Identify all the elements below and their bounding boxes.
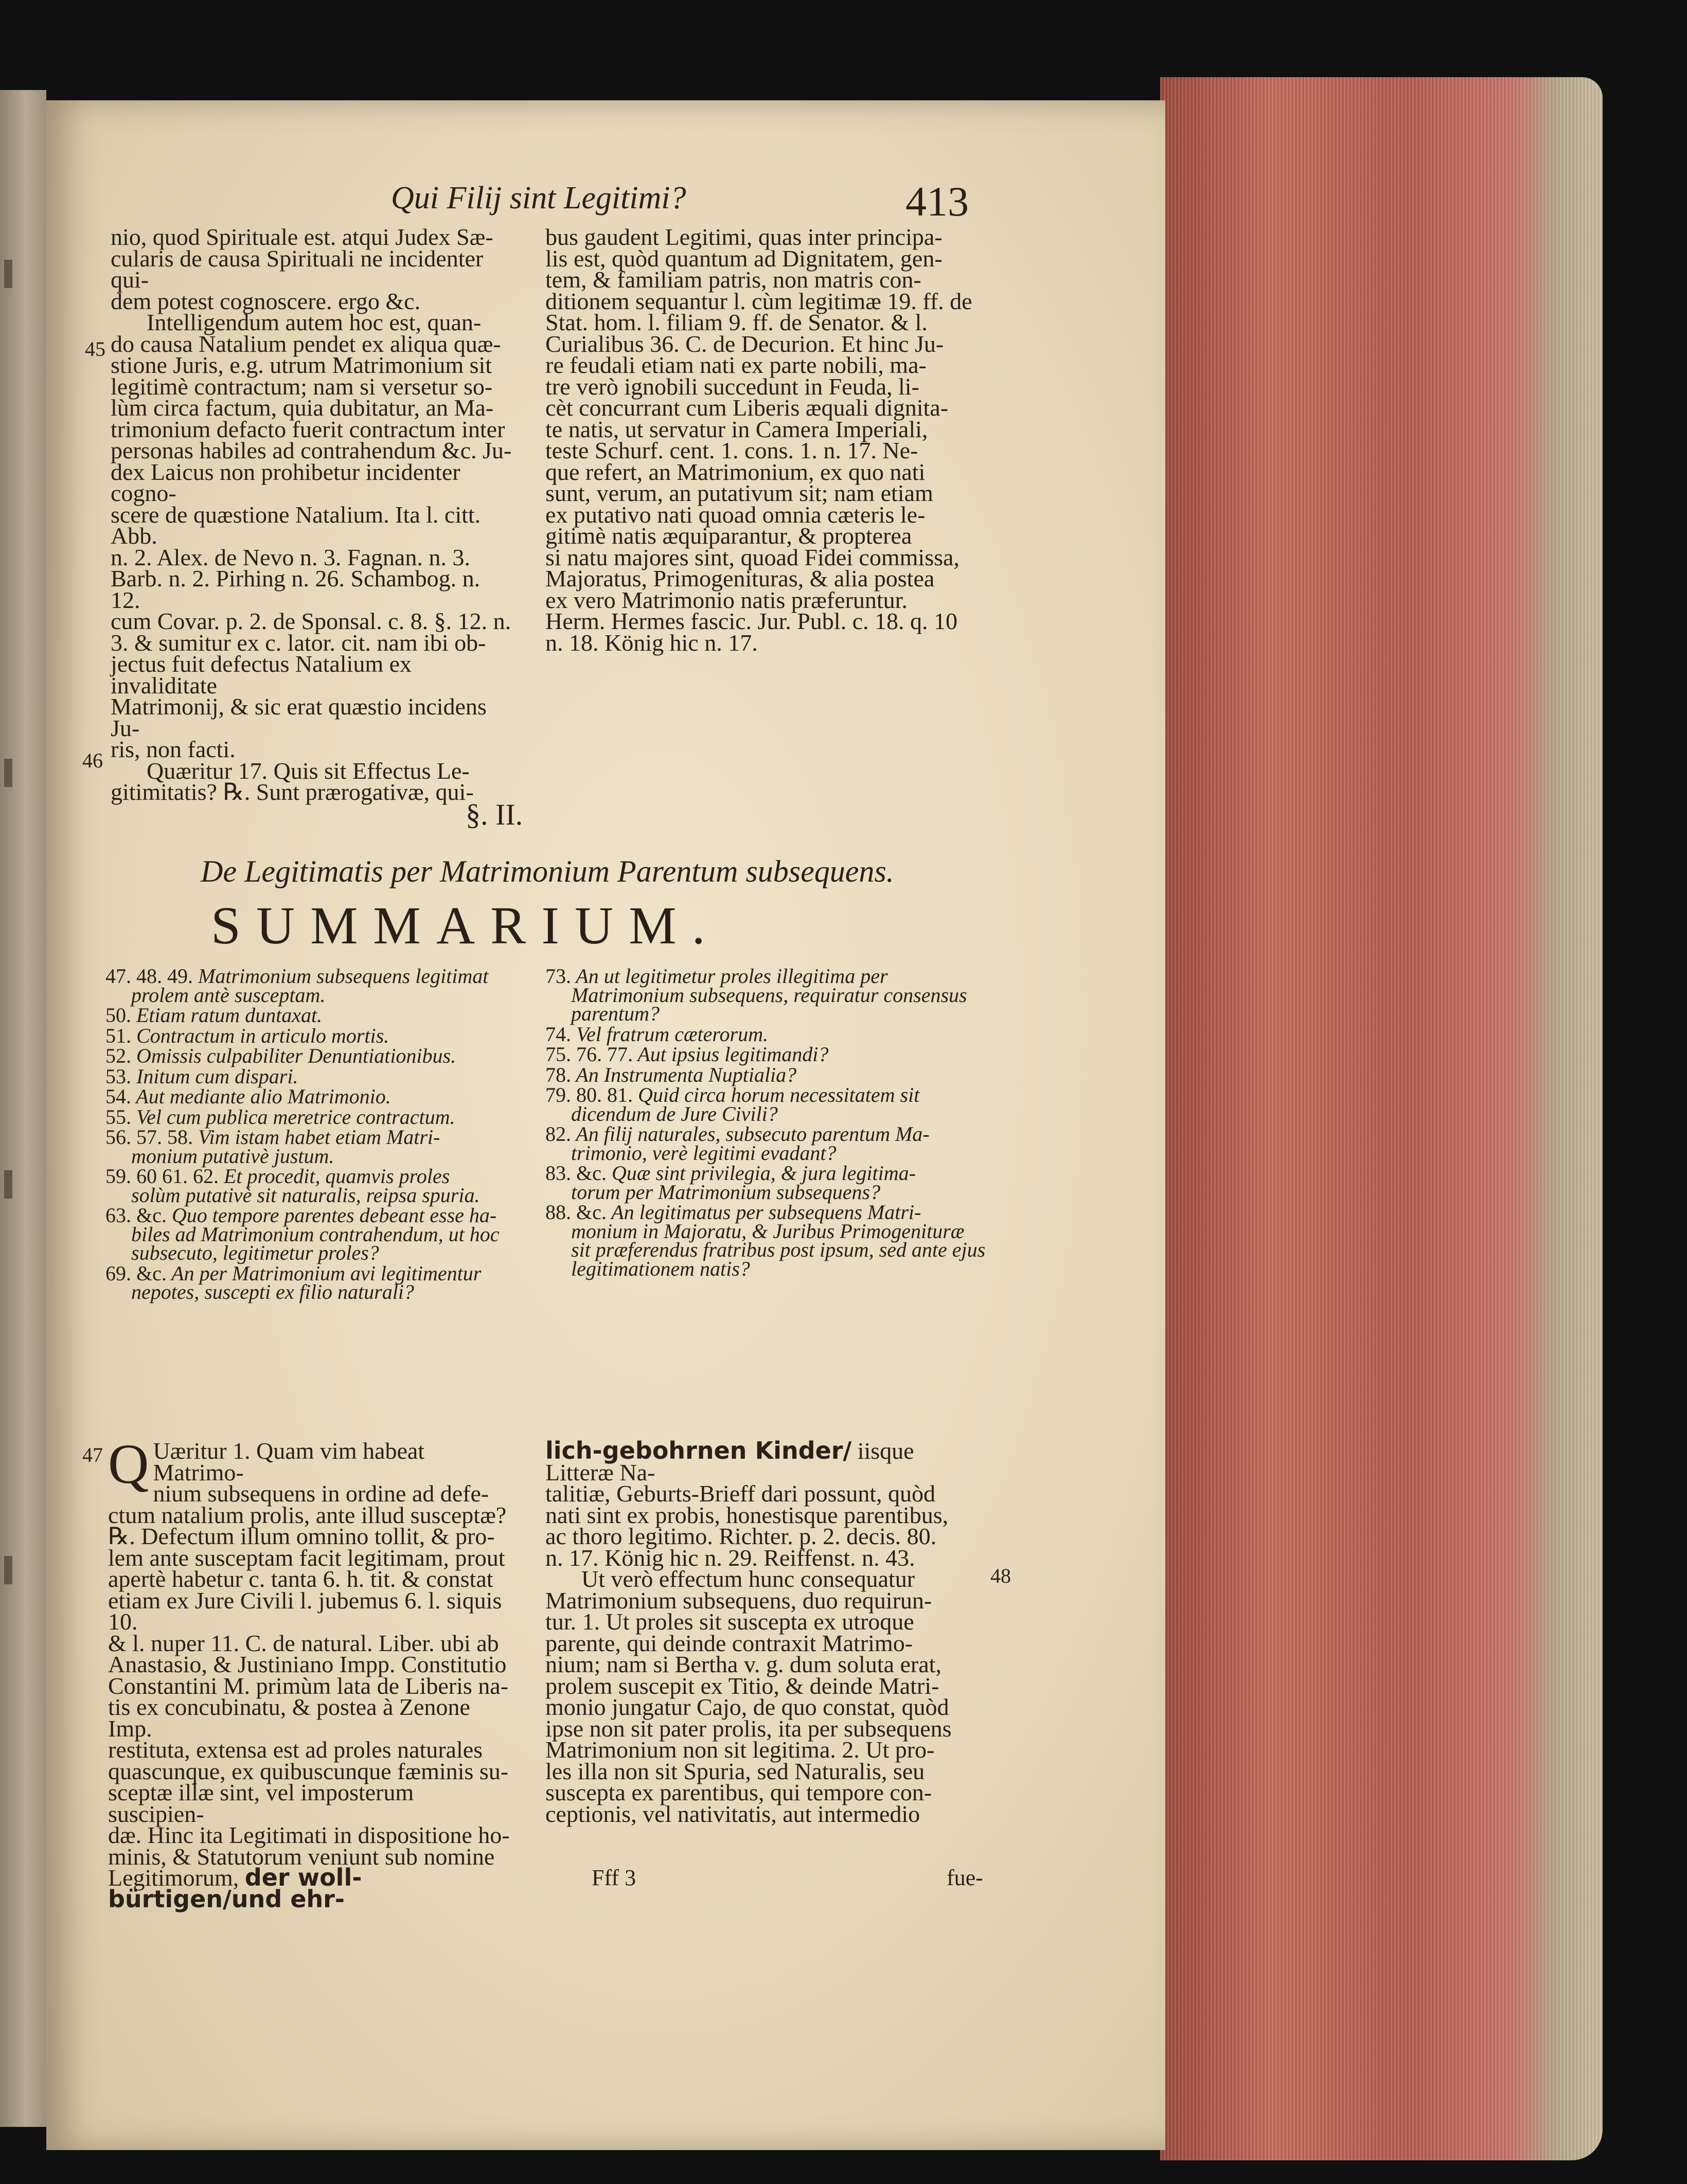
text-line: minis, & Statutorum veniunt sub nomine [108,1843,495,1870]
text-line: Anastasio, & Justiniano Impp. Constitutio [108,1651,507,1677]
body-right-column [545,1437,988,1827]
summarium-item-continuation: solùm putativè sit naturalis, reipsa spuria. [131,1183,480,1207]
left-page-ink-mark [4,1170,12,1198]
summarium-item-number: 74. [545,1022,571,1046]
text-line: talitiæ, Geburts-Brieff dari possunt, quòd [545,1480,936,1507]
left-page-ink-mark [4,260,12,288]
left-page-edge [0,90,46,2127]
summarium-item-text: An legitimatus per subsequens Matri- [611,1201,921,1224]
catchword: fue- [947,1865,983,1890]
summarium-item [105,1105,512,1129]
summarium-item-number: 47. 48. 49. [105,964,193,988]
summarium-item [105,1125,512,1168]
summarium-item [105,1006,512,1025]
text-line: quascunque, ex quibuscunque fæminis su- [108,1758,509,1784]
text-line: ipse non sit pater prolis, ita per subsequens [545,1715,952,1742]
text-line: teste Schurf. cent. 1. cons. 1. n. 17. Ne- [545,437,918,463]
summarium-item [105,1261,512,1303]
summarium-item-continuation: monium putativè justum. [131,1144,334,1168]
summarium-item-continuation: nepotes, suscepti ex filio naturali? [131,1280,414,1303]
summarium-item-number: 51. [105,1024,131,1047]
text-line: n. 2. Alex. de Nevo n. 3. Fagnan. n. 3. [111,544,470,570]
margin-number-47: 47 [82,1443,103,1466]
text-line: tur. 1. Ut proles sit suscepta ex utroque [545,1608,914,1635]
summarium-left-list [105,964,512,1303]
text-line: nium; nam si Bertha v. g. dum soluta erat, [545,1651,942,1677]
summarium-item-text: An per Matrimonium avi legitimentur [171,1261,482,1285]
text-line: sunt, verum, an putativum sit; nam etiam [545,480,933,506]
margin-number-48: 48 [990,1564,1011,1587]
summarium-item [545,964,988,1025]
text-line: ex putativo nati quoad omnia cæteris le- [545,501,926,528]
summarium-item-number: 78. [545,1063,571,1086]
text-line: Stat. hom. l. filiam 9. ff. de Senator. & l. [545,309,928,335]
text-line: & l. nuper 11. C. de natural. Liber. ubi ab [108,1630,499,1656]
summarium-item [105,1206,512,1263]
summarium-item-text: Quæ sint privilegia, & jura legitima- [611,1161,916,1185]
text-line: ditionem sequantur l. cùm legitimæ 19. ff. de [545,288,972,314]
summarium-item-number: 59. 60 61. 62. [105,1165,219,1188]
drop-cap: Q [108,1433,149,1495]
text-line [108,1864,514,1913]
summarium-item [105,1087,512,1106]
summarium-item [545,1203,988,1278]
summarium-item-text: An Instrumenta Nuptialia? [576,1063,797,1086]
summarium-item-text: Et procedit, quamvis proles [224,1165,450,1188]
text-line: ac thoro legitimo. Richter. p. 2. decis. 80. [545,1523,937,1549]
running-head: Qui Filij sint Legitimi? [391,181,686,216]
signature-mark: Fff 3 [592,1865,636,1890]
text-line: Constantini M. primùm lata de Liberis na- [108,1672,509,1699]
text-line: Barb. n. 2. Pirhing n. 26. Schambog. n. 12. [111,565,481,613]
left-page-ink-mark [4,759,12,787]
summarium-item [545,1122,988,1165]
summarium-item-number: 82. [545,1122,571,1145]
summarium-item-text: Vel fratrum cæterorum. [576,1022,768,1046]
summarium-item-number: 83. &c. [545,1161,607,1185]
summarium-item-continuation: prolem antè susceptam. [131,983,326,1007]
text-line: bus gaudent Legitimi, quas inter principa- [545,224,943,250]
text-line: etiam ex Jure Civili l. jubemus 6. l. siquis 10. [108,1587,502,1635]
summarium-item-text: Vel cum publica meretrice contractum. [136,1105,455,1129]
margin-number-46: 46 [82,749,103,772]
text-line: tem, & familiam patris, non matris con- [545,266,921,293]
text-line: gitimè natis æquiparantur, & propterea [545,523,912,549]
text-line: ℞. Defectum illum omnino tollit, & pro- [108,1523,495,1549]
german-text: lich-gebohrnen Kinder/ [545,1437,852,1464]
summarium-item [105,1044,512,1067]
summarium-item-number: 54. [105,1085,131,1108]
summarium-item-text: Quid circa horum necessitatem sit [638,1083,920,1106]
text-line: 3. & sumitur ex c. lator. cit. nam ibi ob- [111,629,486,656]
text-line: trimonium defacto fuerit contractum inter [111,416,505,442]
text-line: restituta, extensa est ad proles naturales [108,1737,483,1763]
summarium-item-number: 53. [105,1064,131,1088]
right-text-column [545,224,988,656]
margin-number-45: 45 [85,337,105,361]
text-line: dæ. Hinc ita Legitimati in dispositione ho- [108,1822,510,1848]
summarium-item [105,1024,512,1047]
summarium-heading: SUMMARIUM. [211,896,721,955]
text-line: dex Laicus non prohibetur incidenter cogno- [111,458,460,506]
summarium-item [545,1083,988,1125]
latin-text: iisque Litteræ Na- [545,1438,914,1485]
text-line: sceptæ illæ sint, vel imposterum suscipien- [108,1779,414,1827]
summarium-item-continuation: biles ad Matrimonium contrahendum, ut hoc subsecuto, legitimetur proles? [131,1222,500,1264]
summarium-item [545,1022,988,1046]
summarium-item [105,1167,512,1205]
text-line: ceptionis, vel nativitatis, aut intermedio [545,1800,920,1827]
summarium-item-continuation: dicendum de Jure Civili? [571,1102,778,1125]
text-line: Majoratus, Primogenituras, & alia postea [545,565,935,592]
text-line: re feudali etiam nati ex parte nobili, ma- [545,352,927,378]
summarium-item-continuation: monium in Majoratu, & Juribus Primogenituræ sit præferendus fratribus post ipsum, sed ante ejus legitimationem natis? [571,1219,986,1280]
text-line: Ut verò effectum hunc consequatur [581,1566,915,1592]
summarium-item-text: Vim istam habet etiam Matri- [198,1125,440,1149]
body-left-column [108,1433,514,1913]
summarium-item-text: Aut ipsius legitimandi? [637,1043,829,1066]
text-line: personas habiles ad contrahendum &c. Ju- [111,437,512,463]
text-line: Curialibus 36. C. de Decurion. Et hinc Ju- [545,330,944,357]
german-text: der woll-bürtigen/und ehr- [108,1864,362,1913]
summarium-item [545,1063,988,1086]
text-line: ris, non facti. [111,736,236,762]
summarium-item-number: 55. [105,1105,131,1129]
text-line: les illa non sit Spuria, sed Naturalis, seu [545,1758,925,1784]
text-line-first: Uæritur 1. Quam vim habeat Matrimo- [153,1438,425,1485]
text-line: Intelligendum autem hoc est, quan- [147,309,482,335]
text-line: prolem suscepit ex Titio, & deinde Matri- [545,1672,939,1699]
summarium-item-number: 69. &c. [105,1261,167,1285]
summarium-item-number: 56. 57. 58. [105,1125,193,1149]
section-title: De Legitimatis per Matrimonium Parentum subsequens. [201,854,894,888]
text-line: jectus fuit defectus Natalium ex invaliditate [111,651,412,699]
summarium-item-text: Aut mediante alio Matrimonio. [136,1085,391,1108]
text-line: suscepta ex parentibus, qui tempore con- [545,1779,932,1805]
text-line: ctum natalium prolis, ante illud susceptæ? [108,1501,507,1528]
text-line: scere de quæstione Natalium. Ita l. citt. Abb. [111,501,481,549]
text-line: cum Covar. p. 2. de Sponsal. c. 8. §. 12. n. [111,608,511,634]
section-number: §. II. [466,798,523,831]
text-line: do causa Natalium pendet ex aliqua quæ- [111,330,501,357]
summarium-item [545,1161,988,1204]
text-line: que refert, an Matrimonium, ex quo nati [545,458,926,485]
text-line: n. 18. König hic n. 17. [545,629,758,656]
summarium-item-number: 73. [545,964,571,988]
summarium-item-text: Etiam ratum duntaxat. [136,1004,323,1027]
summarium-right-list [545,964,988,1280]
text-line: cèt concurrant cum Liberis æquali dignita- [545,395,949,421]
text-line: parente, qui deinde contraxit Matrimo- [545,1630,913,1656]
text-line: nium subsequens in ordine ad defe- [153,1480,489,1507]
latin-text: Legitimorum, [108,1865,239,1891]
text-line: nati sint ex probis, honestisque parentibus, [545,1501,949,1528]
text-line: tis ex concubinatu, & postea à Zenone Imp. [108,1694,470,1742]
summarium-item [105,964,512,1007]
text-line: Matrimonij, & sic erat quæstio incidens Ju- [111,693,487,741]
summarium-item-text: Contractum in articulo mortis. [136,1024,389,1047]
summarium-item-number: 52. [105,1044,131,1067]
text-line: te natis, ut servatur in Camera Imperiali, [545,416,928,442]
summarium-item [545,1045,988,1064]
text-line: tre verò ignobili succedunt in Feuda, li- [545,373,919,400]
summarium-item-text: Matrimonium subsequens legitimat [198,964,489,988]
text-line: monio jungatur Cajo, de quo constat, quòd [545,1694,949,1720]
summarium-item-number: 79. 80. 81. [545,1083,633,1106]
summarium-item-number: 88. &c. [545,1201,607,1224]
text-line: Quæritur 17. Quis sit Effectus Le- [147,757,470,784]
text-line: nio, quod Spirituale est. atqui Judex Sæ- [111,224,493,250]
text-line: apertè habetur c. tanta 6. h. tit. & constat [108,1566,493,1592]
summarium-item-text: Quo tempore parentes debeant esse ha- [171,1204,497,1227]
summarium-item-continuation: torum per Matrimonium subsequens? [571,1180,881,1204]
text-line: Herm. Hermes fascic. Jur. Publ. c. 18. q. 10 [545,608,958,634]
page-number: 413 [905,178,969,225]
summarium-item-number: 63. &c. [105,1204,167,1227]
summarium-item-text: An ut legitimetur proles illegitima per [576,964,888,988]
book-fore-edge [1160,77,1603,2160]
text-line: gitimitatis? ℞. Sunt prærogativæ, qui- [111,779,474,805]
summarium-item-text: Omissis culpabiliter Denuntiationibus. [136,1044,456,1067]
text-line: ex vero Matrimonio natis præferuntur. [545,586,908,613]
summarium-item-continuation: Matrimonium subsequens, requiratur consensus parentum? [571,983,967,1025]
text-line: si natu majores sint, quoad Fidei commissa, [545,544,960,570]
text-line: dem potest cognoscere. ergo &c. [111,288,421,314]
text-line: n. 17. König hic n. 29. Reiffenst. n. 43. [545,1544,915,1571]
text-line: stione Juris, e.g. utrum Matrimonium sit [111,352,492,378]
text-line: lis est, quòd quantum ad Dignitatem, gen- [545,245,943,272]
text-line: cularis de causa Spirituali ne incidenter qui- [111,245,484,293]
left-text-column [111,226,512,803]
summarium-item-text: Initum cum dispari. [136,1064,298,1088]
text-line [545,1437,988,1485]
left-page-ink-mark [4,1556,12,1584]
text-line: legitimè contractum; nam si versetur so- [111,373,493,400]
text-line: lùm circa factum, quia dubitatur, an Ma- [111,395,494,421]
summarium-item-number: 50. [105,1004,131,1027]
summarium-item [105,1064,512,1088]
text-line: Matrimonium non sit legitima. 2. Ut pro- [545,1737,935,1763]
summarium-item-text: An filij naturales, subsecuto parentum Ma- [576,1122,930,1145]
summarium-item-number: 75. 76. 77. [545,1043,633,1066]
text-line: lem ante susceptam facit legitimam, prout [108,1544,505,1571]
summarium-item-continuation: trimonio, verè legitimi evadant? [571,1141,837,1165]
text-line: Matrimonium subsequens, duo requirun- [545,1587,932,1614]
